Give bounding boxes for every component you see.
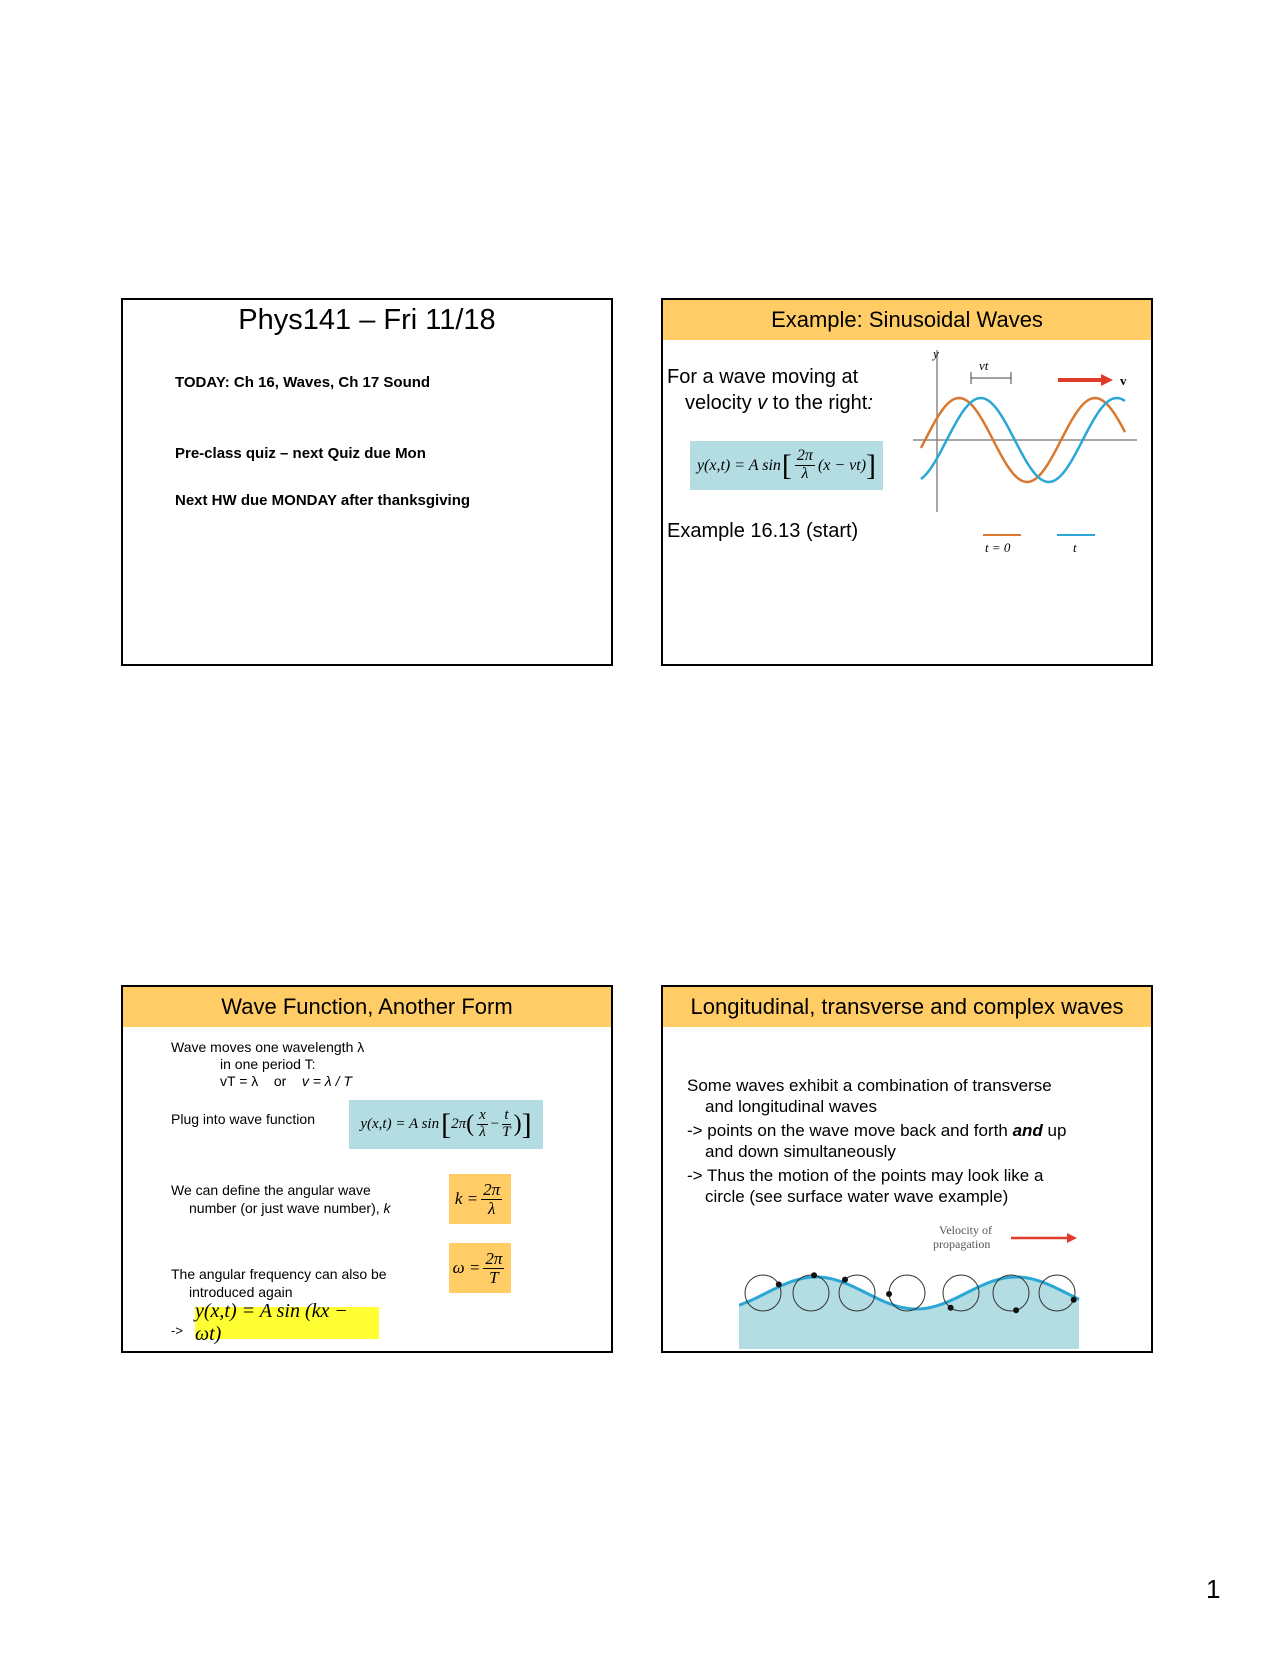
slide-title: Longitudinal, transverse and complex waves: [663, 987, 1151, 1027]
wave-function-period-form: y(x,t) = A sin [ 2π ( $\frac{x}{\lambda}$ − $\frac{t}{T}$ ) ]: [349, 1100, 543, 1149]
sinusoidal-wave-figure: [913, 342, 1143, 552]
wave-equation: y(x,t) = A sin [ $\frac{2\pi}{\lambda}$ (x − vt) ]: [690, 441, 883, 490]
slide-title: Wave Function, Another Form: [123, 987, 611, 1027]
velocity-label: v: [1120, 373, 1127, 388]
homework-line: Next HW due MONDAY after thanksgiving: [175, 492, 471, 509]
explanation-text: Some waves exhibit a combination of transverse and longitudinal waves -> points on the wave move back and forth and up and down simultaneously -> Thus the motion of the points may look like a circle (see surface water wave example): [687, 1076, 1067, 1206]
water-particle: [842, 1277, 848, 1283]
today-line: TODAY: Ch 16, Waves, Ch 17 Sound: [175, 374, 431, 391]
slide-title: Example: Sinusoidal Waves: [663, 300, 1151, 340]
final-wave-equation: y(x,t) = A sin (kx − ωt): [195, 1307, 379, 1339]
example-reference: Example 16.13 (start): [667, 520, 859, 542]
intro-text: For a wave moving at velocity v to the right:: [667, 366, 873, 414]
water-particle: [1071, 1297, 1077, 1303]
result-arrow: ->: [171, 1323, 183, 1338]
y-axis-label: y: [933, 346, 939, 361]
angular-frequency-formula: ω = $\frac{2\pi}{T}$: [449, 1243, 511, 1293]
slide-4: [661, 985, 1153, 1353]
slide-2: [661, 298, 1153, 666]
water-particle: [776, 1281, 782, 1287]
angular-frequency-text: The angular frequency can also be introduced again: [171, 1266, 387, 1300]
water-particle: [886, 1291, 892, 1297]
velocity-label-line2: propagation: [933, 1237, 991, 1251]
water-wave-figure: [739, 1223, 1099, 1353]
water-particle: [1013, 1307, 1019, 1313]
water-particle: [948, 1305, 954, 1311]
slide-1: [121, 298, 613, 666]
quiz-line: Pre-class quiz – next Quiz due Mon: [175, 445, 426, 462]
slide-title: Phys141 – Fri 11/18: [238, 304, 496, 336]
legend-t0-label: t = 0: [985, 540, 1011, 552]
legend-t-label: t: [1073, 540, 1077, 552]
wave-number-text: We can define the angular wave number (or just wave number), k: [171, 1182, 391, 1216]
wavelength-text: Wave moves one wavelength λ in one period T: vT = λ or v = λ / T: [171, 1039, 365, 1089]
particle-orbit: [889, 1275, 925, 1311]
vt-label: vt: [979, 358, 989, 373]
velocity-label-line1: Velocity of: [939, 1223, 992, 1237]
water-particle: [811, 1272, 817, 1278]
plug-text: Plug into wave function: [171, 1111, 315, 1127]
page-number: 1: [1206, 1574, 1221, 1604]
slide-3: [121, 985, 613, 1353]
wave-number-formula: k = $\frac{2\pi}{\lambda}$: [449, 1174, 511, 1224]
